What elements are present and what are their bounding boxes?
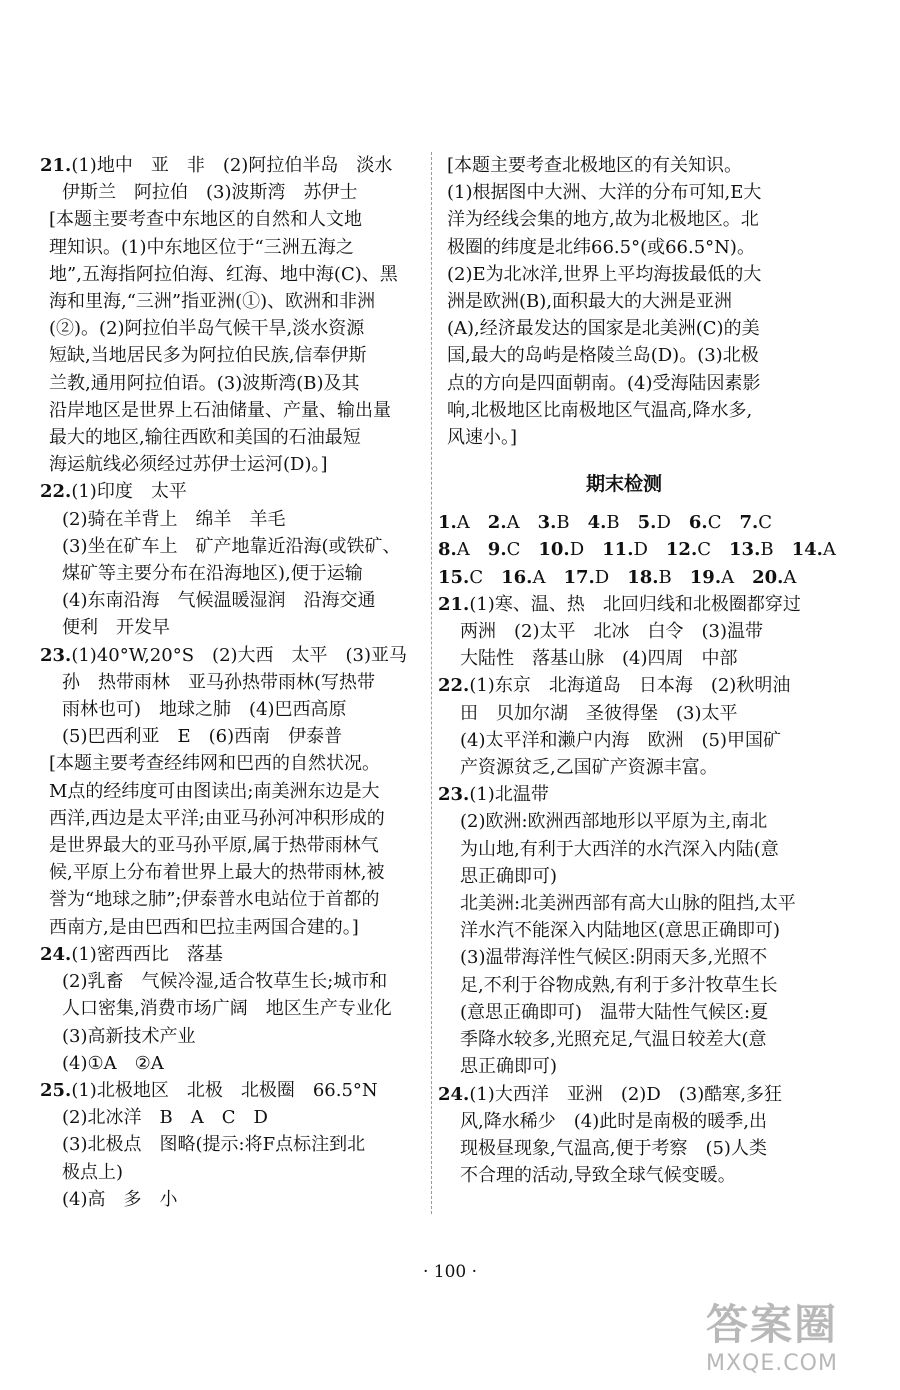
answer-text: (1)北极地区 北极 北极圈 66.5°N (71, 1079, 378, 1101)
answer-text: 西洋,西边是太平洋;由亚马孙河冲积形成的 (49, 807, 385, 829)
answer-line (438, 917, 810, 944)
answer-text: 雨林也可) 地球之肺 (4)巴西高原 (62, 699, 347, 721)
answer-text: 不合理的活动,导致全球气候变暖。 (460, 1165, 736, 1187)
answer-line (40, 478, 432, 505)
answer-text: 短缺,当地居民多为阿拉伯民族,信奉伊斯 (49, 345, 367, 367)
answer-text: [本题主要考查经纬网和巴西的自然状况。 (49, 753, 381, 775)
answer-text: 地”,五海指阿拉伯海、红海、地中海(C)、黑 (49, 263, 398, 285)
answer-line (438, 781, 810, 808)
answer-line (438, 863, 810, 890)
answer-line (40, 723, 432, 750)
watermark-domain: MXQE.COM (706, 1351, 838, 1376)
question-number: 21. (40, 155, 72, 176)
answer-line (40, 968, 432, 995)
answer-line (438, 234, 810, 261)
answer-line (40, 669, 432, 696)
answer-line (438, 618, 810, 645)
answer-text: (4)太平洋和濑户内海 欧洲 (5)甲国矿 (460, 729, 781, 751)
answer-line (40, 1050, 432, 1077)
answer-text: 足,不利于谷物成熟,有利于多汁牧草生长 (460, 974, 778, 996)
answer-line (40, 179, 432, 206)
answer-line (438, 727, 810, 754)
answer-line (40, 805, 432, 832)
answer-line (40, 778, 432, 805)
answer-line (40, 261, 432, 288)
answer-line (40, 288, 432, 315)
answer-line (40, 1186, 432, 1213)
answer-text: [本题主要考查北极地区的有关知识。 (447, 155, 743, 176)
answer-text: 人口密集,消费市场广阔 地区生产专业化 (62, 998, 392, 1020)
answer-text: 洋水汽不能深入内陆地区(意思正确即可) (460, 920, 781, 942)
answer-text: 是世界最大的亚马孙平原,属于热带雨林气 (49, 835, 379, 857)
watermark-logo-text: 答案圈 (706, 1300, 839, 1349)
answer-text: 西南方,是由巴西和巴拉圭两国合建的。] (49, 916, 359, 938)
answer-text: [本题主要考查中东地区的自然和人文地 (49, 209, 363, 231)
answer-line (40, 941, 432, 968)
answer-text: 现极昼现象,气温高,便于考察 (5)人类 (460, 1137, 767, 1159)
answer-text: 兰教,通用阿拉伯语。(3)波斯湾(B)及其 (49, 372, 360, 394)
answer-text: 海运航线必须经过苏伊士运河(D)。] (49, 454, 328, 476)
answer-text: 响,北极地区比南极地区气温高,降水多, (447, 399, 753, 421)
answer-line (40, 451, 432, 478)
answer-line (40, 696, 432, 723)
answer-text: (3)北极点 图略(提示:将F点标注到北 (62, 1134, 366, 1156)
answer-line (438, 288, 810, 315)
answer-text: (1)根据图中大洲、大洋的分布可知,E大 (447, 182, 762, 204)
answer-line (438, 999, 810, 1026)
answer-line (438, 836, 810, 863)
page-number: · 100 · (422, 1262, 478, 1282)
question-number: 24. (40, 943, 72, 965)
answer-line (438, 972, 810, 999)
answer-text: 极点上) (62, 1161, 124, 1183)
question-number: 23. (438, 784, 470, 806)
answer-line (40, 914, 432, 941)
answer-line (40, 424, 432, 451)
answer-line (438, 342, 810, 369)
answer-text: 1.A 2.A 3.B 4.B 5.D 6.C 7.C (438, 512, 773, 534)
right-column-bottom (438, 509, 836, 1189)
question-number: 25. (40, 1079, 72, 1101)
answer-text: 便利 开发早 (62, 617, 170, 639)
answer-text: 思正确即可) (460, 865, 558, 887)
answer-line (438, 700, 810, 727)
answer-text: (1)印度 太平 (71, 481, 187, 503)
answer-text: 煤矿等主要分布在沿海地区),便于运输 (62, 563, 363, 585)
answer-line (438, 1135, 810, 1162)
answer-text: 最大的地区,输往西欧和美国的石油最短 (49, 427, 361, 449)
answer-text: 伊斯兰 阿拉伯 (3)波斯湾 苏伊士 (62, 182, 358, 204)
answer-line (40, 642, 432, 669)
answer-text: 极圈的纬度是北纬66.5°(或66.5°N)。 (447, 236, 755, 258)
left-column (40, 152, 432, 1213)
answer-line (438, 261, 810, 288)
answer-text: 洋为经线会集的地方,故为北极地区。北 (447, 209, 759, 231)
answer-line (40, 1104, 432, 1131)
answer-line (438, 397, 810, 424)
answer-line (438, 1053, 810, 1080)
answer-text: 田 贝加尔湖 圣彼得堡 (3)太平 (460, 702, 738, 724)
watermark-logo (706, 1300, 896, 1386)
answer-line (438, 1026, 810, 1053)
answer-text: 沿岸地区是世界上石油储量、产量、输出量 (49, 399, 391, 421)
answer-text: (4)东南沿海 气候温暖湿润 沿海交通 (62, 590, 376, 612)
answer-line (40, 234, 432, 261)
answer-line (40, 152, 432, 179)
answer-line (40, 397, 432, 424)
answer-text: (1)大西洋 亚洲 (2)D (3)酷寒,多狂 (469, 1083, 782, 1105)
answer-line (40, 859, 432, 886)
answer-text: (3)温带海洋性气候区:阴雨天多,光照不 (460, 947, 768, 969)
answer-line (438, 370, 810, 397)
answer-line (438, 564, 810, 591)
answer-text: 大陆性 落基山脉 (4)四周 中部 (460, 648, 738, 670)
answer-text: 为山地,有利于大西洋的水汽深入内陆(意 (460, 838, 779, 860)
answer-line (438, 206, 810, 233)
answer-text: (1)40°W,20°S (2)大西 太平 (3)亚马 (71, 644, 408, 666)
question-number: 24. (438, 1083, 470, 1105)
answer-line (40, 614, 432, 641)
answer-line (438, 890, 810, 917)
answer-line (438, 808, 810, 835)
answer-text: 风速小。] (447, 427, 518, 449)
answer-line (40, 832, 432, 859)
answer-text: 思正确即可) (460, 1056, 558, 1078)
answer-line (438, 152, 810, 179)
answer-line (40, 560, 432, 587)
answer-text: 孙 热带雨林 亚马孙热带雨林(写热带 (62, 671, 376, 693)
question-number: 23. (40, 644, 72, 666)
answer-line (40, 533, 432, 560)
answer-line (438, 179, 810, 206)
answer-text: 北美洲:北美洲西部有高大山脉的阻挡,太平 (460, 893, 796, 915)
answer-line (40, 506, 432, 533)
right-column (438, 152, 836, 1189)
answer-text: 两洲 (2)太平 北冰 白令 (3)温带 (460, 621, 763, 643)
answer-text: M点的经纬度可由图读出;南美洲东边是大 (49, 780, 380, 802)
answer-line (40, 587, 432, 614)
answer-text: 8.A 9.C 10.D 11.D 12.C 13.B 14.A (438, 539, 836, 561)
answer-text: (意思正确即可) 温带大陆性气候区:夏 (460, 1001, 769, 1023)
answer-line (40, 886, 432, 913)
answer-line (438, 591, 810, 618)
right-column-top (438, 152, 810, 451)
answer-text: (2)北冰洋 B A C D (62, 1107, 268, 1129)
answer-text: (4)高 多 小 (62, 1188, 178, 1210)
answer-text: 国,最大的岛屿是格陵兰岛(D)。(3)北极 (447, 345, 759, 367)
answer-text: (3)坐在矿车上 矿产地靠近沿海(或铁矿、 (62, 535, 401, 557)
answer-text: (2)乳畜 气候冷湿,适合牧草生长;城市和 (62, 971, 388, 993)
answer-line (438, 645, 810, 672)
answer-text: 海和里海,“三洲”指亚洲(①)、欧洲和非洲 (49, 291, 376, 313)
answer-text: (2)E为北冰洋,世界上平均海拔最低的大 (447, 263, 762, 285)
answer-text: 候,平原上分布着世界上最大的热带雨林,被 (49, 862, 385, 884)
answer-text: 季降水较多,光照充足,气温日较差大(意 (460, 1029, 767, 1051)
answer-text: 风,降水稀少 (4)此时是南极的暖季,出 (460, 1110, 767, 1132)
answer-line (40, 1077, 432, 1104)
answer-text: (4)①A ②A (62, 1052, 164, 1074)
answer-line (438, 315, 810, 342)
answer-line (40, 995, 432, 1022)
question-number: 22. (40, 481, 72, 503)
answer-line (438, 1081, 810, 1108)
answer-text: (2)骑在羊背上 绵羊 羊毛 (62, 508, 286, 530)
answer-text: (1)密西西比 落基 (71, 943, 223, 965)
answer-line (438, 424, 810, 451)
answer-text: (1)寒、温、热 北回归线和北极圈都穿过 (469, 593, 801, 615)
answer-line (40, 1023, 432, 1050)
answer-line (40, 206, 432, 233)
answer-line (438, 509, 810, 536)
answer-text: (1)东京 北海道岛 日本海 (2)秋明油 (469, 675, 791, 697)
section-title: 期末检测 (585, 473, 662, 496)
answer-text: (5)巴西利亚 E (6)西南 伊泰普 (62, 726, 343, 748)
answer-text: (3)高新技术产业 (62, 1025, 196, 1047)
answer-line (40, 1131, 432, 1158)
answer-line (438, 536, 836, 563)
answer-line (40, 315, 432, 342)
answer-text: 15.C 16.A 17.D 18.B 19.A 20.A (438, 566, 797, 588)
answer-line (40, 1159, 432, 1186)
answer-line (438, 672, 810, 699)
answer-line (40, 342, 432, 369)
answer-line (438, 754, 810, 781)
answer-text: 点的方向是四面朝南。(4)受海陆因素影 (447, 372, 761, 394)
answer-text: (1)北温带 (469, 784, 549, 806)
question-number: 22. (438, 675, 470, 697)
answer-line (438, 944, 810, 971)
answer-text: 理知识。(1)中东地区位于“三洲五海之 (49, 236, 354, 258)
answer-text: (2)欧洲:欧洲西部地形以平原为主,南北 (460, 811, 768, 833)
answer-text: (②)。(2)阿拉伯半岛气候干旱,淡水资源 (49, 318, 365, 340)
answer-text: 产资源贫乏,乙国矿产资源丰富。 (460, 757, 718, 779)
answer-text: 洲是欧洲(B),面积最大的大洲是亚洲 (447, 291, 732, 313)
answer-text: 誉为“地球之肺”;伊泰普水电站位于首都的 (49, 889, 380, 911)
answer-line (40, 750, 432, 777)
answer-line (40, 370, 432, 397)
answer-line (438, 1108, 810, 1135)
question-number: 21. (438, 593, 470, 615)
answer-text: (A),经济最发达的国家是北美洲(C)的美 (447, 318, 760, 340)
answer-line (438, 1162, 810, 1189)
answer-text: (1)地中 亚 非 (2)阿拉伯半岛 淡水 (71, 155, 393, 176)
